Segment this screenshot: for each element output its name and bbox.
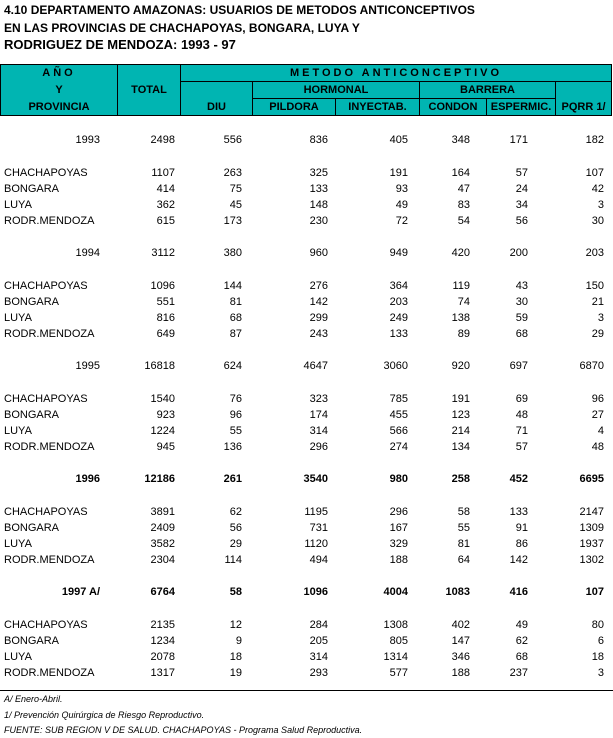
value-cell: 296 <box>389 506 408 518</box>
value-cell: 30 <box>591 215 604 227</box>
value-cell: 133 <box>309 183 328 195</box>
value-cell: 91 <box>515 522 528 534</box>
value-cell: 62 <box>229 506 242 518</box>
value-cell: 68 <box>515 651 528 663</box>
value-cell: 4647 <box>303 360 328 372</box>
value-cell: 2498 <box>150 134 175 146</box>
value-cell: 34 <box>515 199 528 211</box>
value-cell: 1317 <box>150 667 175 679</box>
value-cell: 416 <box>509 586 528 598</box>
value-cell: 405 <box>389 134 408 146</box>
year-label: 1993 <box>75 134 100 146</box>
value-cell: 3060 <box>383 360 408 372</box>
value-cell: 54 <box>457 215 470 227</box>
table-row <box>0 649 613 665</box>
value-cell: 188 <box>451 667 470 679</box>
value-cell: 296 <box>309 441 328 453</box>
province-name: LUYA <box>4 312 32 324</box>
value-cell: 182 <box>585 134 604 146</box>
table-row <box>0 407 613 423</box>
value-cell: 171 <box>509 134 528 146</box>
value-cell: 980 <box>389 473 408 485</box>
value-cell: 258 <box>451 473 470 485</box>
table-row <box>0 165 613 181</box>
value-cell: 43 <box>515 280 528 292</box>
table-row <box>0 391 613 407</box>
value-cell: 30 <box>515 296 528 308</box>
value-cell: 836 <box>309 134 328 146</box>
value-cell: 214 <box>451 425 470 437</box>
province-name: RODR.MENDOZA <box>4 215 95 227</box>
value-cell: 263 <box>223 167 242 179</box>
year-total-row <box>0 471 613 487</box>
province-name: RODR.MENDOZA <box>4 554 95 566</box>
value-cell: 960 <box>309 247 328 259</box>
value-cell: 3 <box>597 199 604 211</box>
value-cell: 1096 <box>303 586 328 598</box>
value-cell: 96 <box>229 409 242 421</box>
value-cell: 150 <box>585 280 604 292</box>
value-cell: 71 <box>515 425 528 437</box>
value-cell: 205 <box>309 635 328 647</box>
value-cell: 1309 <box>579 522 604 534</box>
value-cell: 945 <box>156 441 175 453</box>
value-cell: 96 <box>591 393 604 405</box>
value-cell: 3891 <box>150 506 175 518</box>
value-cell: 1224 <box>150 425 175 437</box>
value-cell: 364 <box>389 280 408 292</box>
header-inyectab: INYECTAB. <box>348 101 407 113</box>
value-cell: 58 <box>457 506 470 518</box>
table-row <box>0 617 613 633</box>
value-cell: 48 <box>591 441 604 453</box>
value-cell: 577 <box>389 667 408 679</box>
value-cell: 402 <box>451 619 470 631</box>
value-cell: 1540 <box>150 393 175 405</box>
value-cell: 362 <box>156 199 175 211</box>
header-barrera: BARRERA <box>460 84 515 96</box>
year-total-row <box>0 245 613 261</box>
year-label: 1994 <box>75 247 100 259</box>
value-cell: 12186 <box>144 473 175 485</box>
value-cell: 164 <box>451 167 470 179</box>
value-cell: 83 <box>457 199 470 211</box>
value-cell: 29 <box>229 538 242 550</box>
title-line-1: 4.10 DEPARTAMENTO AMAZONAS: USUARIOS DE METODOS ANTICONCEPTIVOS <box>4 3 475 17</box>
value-cell: 323 <box>309 393 328 405</box>
value-cell: 6764 <box>150 586 175 598</box>
value-cell: 27 <box>591 409 604 421</box>
province-name: RODR.MENDOZA <box>4 667 95 679</box>
value-cell: 93 <box>395 183 408 195</box>
value-cell: 6870 <box>579 360 604 372</box>
header-condon: CONDON <box>428 101 478 113</box>
table-row <box>0 504 613 520</box>
value-cell: 191 <box>451 393 470 405</box>
year-label: 1997 A/ <box>61 586 100 598</box>
value-cell: 556 <box>223 134 242 146</box>
value-cell: 3 <box>597 312 604 324</box>
value-cell: 261 <box>223 473 242 485</box>
value-cell: 64 <box>457 554 470 566</box>
value-cell: 314 <box>309 425 328 437</box>
value-cell: 329 <box>389 538 408 550</box>
value-cell: 75 <box>229 183 242 195</box>
value-cell: 55 <box>457 522 470 534</box>
province-name: RODR.MENDOZA <box>4 328 95 340</box>
value-cell: 9 <box>235 635 242 647</box>
year-total-row <box>0 358 613 374</box>
header-pqrr: PQRR 1/ <box>561 101 606 113</box>
value-cell: 1234 <box>150 635 175 647</box>
province-name: LUYA <box>4 651 32 663</box>
year-label: 1996 <box>75 473 100 485</box>
value-cell: 74 <box>457 296 470 308</box>
value-cell: 29 <box>591 328 604 340</box>
value-cell: 18 <box>229 651 242 663</box>
header-diu: DIU <box>207 101 226 113</box>
province-name: BONGARA <box>4 296 60 308</box>
table-row <box>0 439 613 455</box>
value-cell: 191 <box>389 167 408 179</box>
value-cell: 243 <box>309 328 328 340</box>
value-cell: 2078 <box>150 651 175 663</box>
value-cell: 346 <box>451 651 470 663</box>
province-name: RODR.MENDOZA <box>4 441 95 453</box>
value-cell: 142 <box>309 296 328 308</box>
table-row <box>0 536 613 552</box>
value-cell: 59 <box>515 312 528 324</box>
value-cell: 133 <box>389 328 408 340</box>
value-cell: 55 <box>229 425 242 437</box>
value-cell: 420 <box>451 247 470 259</box>
province-name: BONGARA <box>4 522 60 534</box>
title-line-2: EN LAS PROVINCIAS DE CHACHAPOYAS, BONGARA, LUYA Y <box>4 21 360 35</box>
value-cell: 188 <box>389 554 408 566</box>
header-anio: AÑO <box>42 67 76 79</box>
value-cell: 76 <box>229 393 242 405</box>
table-row <box>0 278 613 294</box>
value-cell: 785 <box>389 393 408 405</box>
value-cell: 284 <box>309 619 328 631</box>
table-row <box>0 520 613 536</box>
value-cell: 2304 <box>150 554 175 566</box>
value-cell: 325 <box>309 167 328 179</box>
value-cell: 4 <box>597 425 604 437</box>
table-row <box>0 294 613 310</box>
value-cell: 119 <box>452 280 470 292</box>
value-cell: 923 <box>156 409 175 421</box>
value-cell: 3112 <box>151 247 175 259</box>
value-cell: 299 <box>309 312 328 324</box>
value-cell: 12 <box>229 619 242 631</box>
value-cell: 816 <box>156 312 175 324</box>
table-row <box>0 552 613 568</box>
value-cell: 314 <box>309 651 328 663</box>
header-espermic: ESPERMIC. <box>490 101 552 113</box>
table-row <box>0 213 613 229</box>
value-cell: 81 <box>229 296 242 308</box>
value-cell: 3582 <box>150 538 175 550</box>
value-cell: 45 <box>229 199 242 211</box>
value-cell: 230 <box>309 215 328 227</box>
value-cell: 3 <box>597 667 604 679</box>
value-cell: 1195 <box>304 506 328 518</box>
province-name: LUYA <box>4 538 32 550</box>
year-label: 1995 <box>75 360 100 372</box>
value-cell: 57 <box>515 167 528 179</box>
value-cell: 114 <box>224 554 242 566</box>
value-cell: 1314 <box>383 651 408 663</box>
table-row <box>0 665 613 681</box>
value-cell: 649 <box>156 328 175 340</box>
header-y: Y <box>55 84 63 96</box>
value-cell: 494 <box>309 554 328 566</box>
value-cell: 87 <box>229 328 242 340</box>
value-cell: 4004 <box>383 586 408 598</box>
table-row <box>0 181 613 197</box>
value-cell: 6695 <box>579 473 604 485</box>
value-cell: 1308 <box>383 619 408 631</box>
value-cell: 551 <box>156 296 175 308</box>
value-cell: 42 <box>591 183 604 195</box>
value-cell: 274 <box>389 441 408 453</box>
value-cell: 414 <box>156 183 175 195</box>
province-name: BONGARA <box>4 183 60 195</box>
value-cell: 200 <box>509 247 528 259</box>
value-cell: 174 <box>309 409 328 421</box>
province-name: BONGARA <box>4 635 60 647</box>
value-cell: 455 <box>389 409 408 421</box>
header-metodo: METODO ANTICONCEPTIVO <box>289 67 503 79</box>
value-cell: 89 <box>457 328 470 340</box>
value-cell: 136 <box>223 441 242 453</box>
value-cell: 2147 <box>579 506 604 518</box>
table-row <box>0 633 613 649</box>
footer-rule <box>0 690 613 691</box>
table-row <box>0 326 613 342</box>
year-total-row <box>0 132 613 148</box>
province-name: CHACHAPOYAS <box>4 506 88 518</box>
value-cell: 19 <box>229 667 242 679</box>
table-row <box>0 423 613 439</box>
value-cell: 566 <box>389 425 408 437</box>
value-cell: 58 <box>229 586 242 598</box>
value-cell: 1120 <box>304 538 328 550</box>
header-hormonal: HORMONAL <box>303 84 369 96</box>
value-cell: 80 <box>591 619 604 631</box>
table-row <box>0 197 613 213</box>
header-total: TOTAL <box>131 84 167 96</box>
value-cell: 2135 <box>150 619 175 631</box>
value-cell: 6 <box>597 635 604 647</box>
value-cell: 147 <box>451 635 470 647</box>
value-cell: 380 <box>223 247 242 259</box>
value-cell: 86 <box>515 538 528 550</box>
value-cell: 624 <box>223 360 242 372</box>
province-name: CHACHAPOYAS <box>4 280 88 292</box>
province-name: BONGARA <box>4 409 60 421</box>
value-cell: 107 <box>585 167 604 179</box>
title-line-3: RODRIGUEZ DE MENDOZA: 1993 - 97 <box>4 37 236 52</box>
value-cell: 24 <box>515 183 528 195</box>
value-cell: 138 <box>451 312 470 324</box>
note-fuente: FUENTE: SUB REGION V DE SALUD. CHACHAPOYAS - Programa Salud Reproductiva. <box>4 725 363 735</box>
value-cell: 123 <box>451 409 470 421</box>
value-cell: 920 <box>451 360 470 372</box>
value-cell: 68 <box>515 328 528 340</box>
value-cell: 1107 <box>151 167 175 179</box>
province-name: LUYA <box>4 425 32 437</box>
value-cell: 293 <box>309 667 328 679</box>
header-pildora: PILDORA <box>269 101 319 113</box>
value-cell: 1083 <box>445 586 470 598</box>
value-cell: 18 <box>591 651 604 663</box>
value-cell: 249 <box>389 312 408 324</box>
value-cell: 69 <box>515 393 528 405</box>
value-cell: 68 <box>229 312 242 324</box>
province-name: CHACHAPOYAS <box>4 619 88 631</box>
value-cell: 452 <box>509 473 528 485</box>
year-total-row <box>0 584 613 600</box>
value-cell: 615 <box>156 215 175 227</box>
value-cell: 949 <box>389 247 408 259</box>
value-cell: 167 <box>389 522 408 534</box>
value-cell: 237 <box>509 667 528 679</box>
value-cell: 173 <box>223 215 242 227</box>
value-cell: 81 <box>457 538 470 550</box>
value-cell: 48 <box>515 409 528 421</box>
value-cell: 348 <box>451 134 470 146</box>
table-row <box>0 310 613 326</box>
value-cell: 21 <box>591 296 604 308</box>
value-cell: 57 <box>515 441 528 453</box>
value-cell: 56 <box>229 522 242 534</box>
value-cell: 1302 <box>579 554 604 566</box>
value-cell: 203 <box>585 247 604 259</box>
value-cell: 144 <box>223 280 242 292</box>
value-cell: 62 <box>515 635 528 647</box>
value-cell: 134 <box>451 441 470 453</box>
province-name: CHACHAPOYAS <box>4 393 88 405</box>
value-cell: 72 <box>395 215 408 227</box>
value-cell: 276 <box>309 280 328 292</box>
value-cell: 142 <box>509 554 528 566</box>
header-provincia: PROVINCIA <box>28 101 90 113</box>
value-cell: 16818 <box>144 360 175 372</box>
note-1: 1/ Prevención Quirúrgica de Riesgo Reproductivo. <box>4 710 205 720</box>
note-a: A/ Enero-Abril. <box>4 694 63 704</box>
value-cell: 56 <box>515 215 528 227</box>
province-name: CHACHAPOYAS <box>4 167 88 179</box>
value-cell: 1096 <box>150 280 175 292</box>
value-cell: 203 <box>389 296 408 308</box>
value-cell: 731 <box>309 522 328 534</box>
value-cell: 47 <box>457 183 470 195</box>
value-cell: 2409 <box>150 522 175 534</box>
value-cell: 148 <box>309 199 328 211</box>
value-cell: 3540 <box>303 473 328 485</box>
value-cell: 805 <box>389 635 408 647</box>
province-name: LUYA <box>4 199 32 211</box>
value-cell: 107 <box>585 586 604 598</box>
value-cell: 697 <box>509 360 528 372</box>
value-cell: 1937 <box>579 538 604 550</box>
value-cell: 49 <box>395 199 408 211</box>
value-cell: 133 <box>509 506 528 518</box>
value-cell: 49 <box>515 619 528 631</box>
